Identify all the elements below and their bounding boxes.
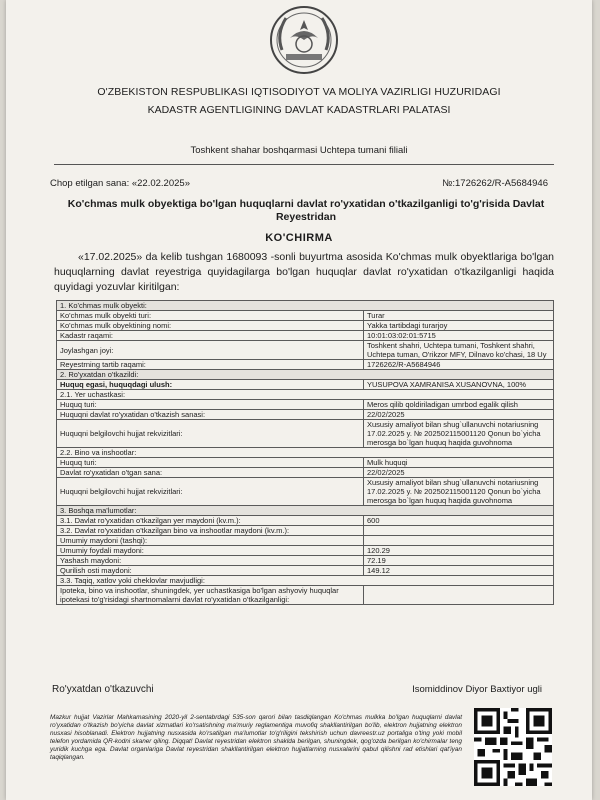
- state-emblem-icon: [268, 4, 340, 76]
- subsection-heading: 3.3. Taqiq, xatlov yoki cheklovlar mavjudligi:: [57, 576, 554, 586]
- row-label: Huquqni belgilovchi hujjat rekvizitlari:: [57, 478, 364, 506]
- qr-code-icon[interactable]: [474, 708, 552, 786]
- table-row: [57, 321, 554, 331]
- print-date: Chop etilgan sana: «22.02.2025»: [50, 178, 190, 189]
- row-label: Yashash maydoni:: [57, 556, 364, 566]
- subsection-heading: 2.1. Yer uchastkasi:: [57, 390, 554, 400]
- table-row: [57, 410, 554, 420]
- row-value: 10:01:03:02:01:5715: [364, 331, 554, 341]
- table-row: [57, 546, 554, 556]
- row-value: [364, 536, 554, 546]
- row-value: [364, 586, 554, 605]
- intro-paragraph: «17.02.2025» da kelib tushgan 1680093 -sonli buyurtma asosida Ko'chmas mulk obyektlariga bo'lgan huquqlarning davlat reyestriga quyidagilarga bo'lgan huquqlar davlat ro'yxatidan o'tkazilganligi haqida quyidagi yozuvlar kiritilgan:: [54, 251, 554, 293]
- row-value: Xususiy amaliyot bilan shug`ullanuvchi notariusning 17.02.2025 y. № 202502115001120 Qonun bo`yicha merosga bo`lgan huquq haqida guvohnoma: [364, 420, 554, 448]
- table-row: [57, 556, 554, 566]
- row-label: Huquq turi:: [57, 400, 364, 410]
- row-label: Huquqni davlat ro'yxatidan o'tkazish sanasi:: [57, 410, 364, 420]
- table-row: [57, 341, 554, 360]
- row-value: Mulk huquqi: [364, 458, 554, 468]
- section-heading: 2. Ro'yxatdan o'tkazildi:: [57, 370, 554, 380]
- table-row: [57, 360, 554, 370]
- table-section-row: [57, 448, 554, 458]
- row-value: Turar: [364, 311, 554, 321]
- divider: [54, 164, 554, 165]
- row-label: Reyestrning tartib raqami:: [57, 360, 364, 370]
- row-value: Toshkent shahri, Uchtepa tumani, Toshkent shahri, Uchtepa tuman, O'rikzor MFY, Dilnavo ko'chasi, 18 Uy: [364, 341, 554, 360]
- row-label: Qurilish osti maydoni:: [57, 566, 364, 576]
- row-value: Xususiy amaliyot bilan shug`ullanuvchi notariusning 17.02.2025 y. № 202502115001120 Qonun bo`yicha merosga bo`lgan huquq haqida guvohnoma: [364, 478, 554, 506]
- table-row: [57, 478, 554, 506]
- table-row: [57, 420, 554, 448]
- table-row: [57, 468, 554, 478]
- agency-heading: KADASTR AGENTLIGINING DAVLAT KADASTRLARI PALATASI: [147, 104, 451, 116]
- row-value: 72.19: [364, 556, 554, 566]
- section-heading: 1. Ko'chmas mulk obyekti:: [57, 301, 554, 311]
- table-section-row: [57, 370, 554, 380]
- table-row: [57, 311, 554, 321]
- table-row: [57, 400, 554, 410]
- registry-table: [56, 300, 554, 605]
- table-section-row: [57, 576, 554, 586]
- row-value: YUSUPOVA XAMRANISA XUSANOVNA, 100%: [364, 380, 554, 390]
- row-label: Ko'chmas mulk obyektining nomi:: [57, 321, 364, 331]
- row-value: 120.29: [364, 546, 554, 556]
- document-title: Ko'chmas mulk obyektiga bo'lgan huquqlarni davlat ro'yxatidan o'tkazilganligi to'g'risida Davlat Reyestridan: [67, 198, 545, 223]
- row-label: 3.1. Davlat ro'yxatidan o'tkazilgan yer maydoni (kv.m.):: [57, 516, 364, 526]
- footer-note: Mazkur hujjat Vazirlar Mahkamasining 2020-yil 2-sentabrdagi 535-son qarori bilan tasdiqlangan Ko'chmas mulkka bo'lgan huquqlarni davlat ro'yxatidan o'tkazish bo'yicha davlat xizmatlari ko'rsatishning ma'muriy reglamentiga muvofiq shakllantirilgan bo'lib, elektron hujjatning elektron nusxasi hisoblanadi. Elektron hujjatning nusxasida ko'rsatilgan ma'lumotlar to'g'riligini tekshirish uchun davreestr.uz portaliga o'ting yoki mobil telefon yordamida QR-kodni skaner qiling. Diqqat! Davlat reyestridan elektron shaklda berilgan, shuningdek, qog'ozda berilgan ko'chirmalar teng yuridik kuchga ega. Davlat organlariga Davlat reyestridan shakllantirilgan elektron hujjatlarning nusxalarini qabul qilishni rad etishlari qat'iyan taqiqlangan.: [50, 714, 462, 761]
- document-subtitle: KO'CHIRMA: [265, 232, 333, 244]
- document-page: [6, 0, 592, 800]
- row-label: Ko'chmas mulk obyekti turi:: [57, 311, 364, 321]
- row-value: Yakka tartibdagi turarjoy: [364, 321, 554, 331]
- row-label: Davlat ro'yxatidan o'tgan sana:: [57, 468, 364, 478]
- table-row: [57, 458, 554, 468]
- table-section-row: [57, 301, 554, 311]
- row-value: 600: [364, 516, 554, 526]
- row-label: Joylashgan joyi:: [57, 341, 364, 360]
- table-row: [57, 516, 554, 526]
- table-section-row: [57, 390, 554, 400]
- table-row: [57, 566, 554, 576]
- row-value: 1726262/R-A5684946: [364, 360, 554, 370]
- table-row: [57, 586, 554, 605]
- section-heading: 3. Boshqa ma'lumotlar:: [57, 506, 554, 516]
- row-label: Huquq turi:: [57, 458, 364, 468]
- row-value: 22/02/2025: [364, 410, 554, 420]
- row-value: 149.12: [364, 566, 554, 576]
- row-label: Umumiy foydali maydoni:: [57, 546, 364, 556]
- table-row: [57, 526, 554, 536]
- subsection-heading: 2.2. Bino va inshootlar:: [57, 448, 554, 458]
- table-row: [57, 380, 554, 390]
- table-section-row: [57, 506, 554, 516]
- row-label: Umumiy maydoni (tashqi):: [57, 536, 364, 546]
- row-label: Huquqni belgilovchi hujjat rekvizitlari:: [57, 420, 364, 448]
- row-label: Kadastr raqami:: [57, 331, 364, 341]
- registrar-label: Ro'yxatdan o'tkazuvchi: [52, 684, 154, 695]
- table-row: [57, 331, 554, 341]
- row-value: [364, 526, 554, 536]
- ministry-heading: O'ZBEKISTON RESPUBLIKASI IQTISODIYOT VA MOLIYA VAZIRLIGI HUZURIDAGI: [97, 86, 501, 98]
- row-value: Meros qilib qoldiriladigan umrbod egalik qilish: [364, 400, 554, 410]
- row-label: 3.2. Davlat ro'yxatidan o'tkazilgan bino va inshootlar maydoni (kv.m.):: [57, 526, 364, 536]
- row-label: Huquq egasi, huquqdagi ulush:: [57, 380, 364, 390]
- registration-number: №:1726262/R-A5684946: [442, 178, 548, 189]
- registrar-name: Isomiddinov Diyor Baxtiyor ugli: [412, 684, 542, 695]
- branch-name: Toshkent shahar boshqarmasi Uchtepa tumani filiali: [190, 145, 408, 156]
- table-row: [57, 536, 554, 546]
- row-value: 22/02/2025: [364, 468, 554, 478]
- row-label: Ipoteka, bino va inshootlar, shuningdek, yer uchastkasiga bo'lgan ashyoviy huquqlar ipotekasi to'g'risidagi shartnomalarni davlat ro'yxatidan o'tkazilganligi:: [57, 586, 364, 605]
